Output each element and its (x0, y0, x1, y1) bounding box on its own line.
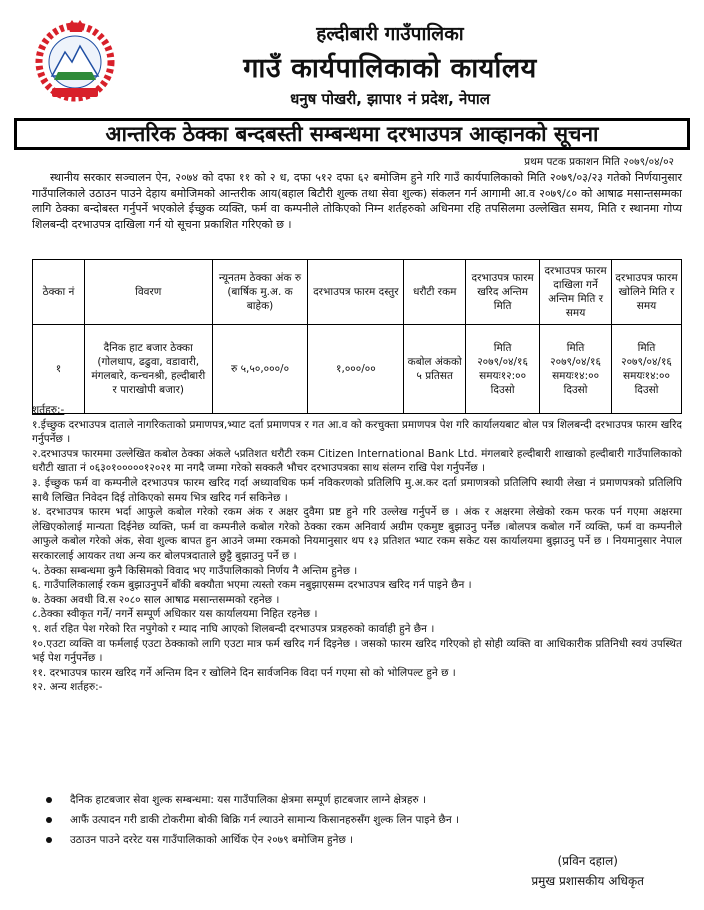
table-header-row (33, 260, 682, 325)
col-min-amount: न्यूनतम ठेक्का अंक रु (बार्षिक मु.अ. क बाहेक) (212, 260, 308, 325)
cell-opening-date: मिति २०७९/०४/१६ समयः१४:०० दिउसो (612, 325, 682, 414)
col-description: विवरण (84, 260, 212, 325)
col-form-fee: दरभाउपत्र फारम दस्तुर (308, 260, 404, 325)
terms-section (32, 403, 682, 695)
notice-title: आन्तरिक ठेक्का बन्दबस्ती सम्बन्धमा दरभाउपत्र आव्हानको सूचना (14, 118, 690, 150)
term-item: ५. ठेक्का सम्बन्धमा कुनै किसिमको विवाद भए गाउँपालिकाको निर्णय नै अन्तिम हुनेछ । (32, 564, 358, 577)
term-item: १.ईच्छुक दरभाउपत्र दाताले नागरिकताको प्रमाणपत्र,भ्याट दर्ता प्रमाणपत्र र गत आ.व को करचुक्ता प्रमाणपत्र पेश गरि कार्यालयबाट बोल पत्र शिलबन्दी दरभाउपत्र फारम खरिद गर्नुपर्नेछ । (32, 418, 682, 446)
other-terms-list (40, 790, 680, 850)
term-item: ९. शर्त रहित पेश गरेको रित नपुगेको र म्याद नाघि आएको शिलबन्दी दरभाउपत्र प्रत्रहरुको कार्वाही हुने छैन । (32, 622, 435, 635)
term-item: ७. ठेक्का अवधी वि.स २०८० साल आषाढ मसान्तसम्मको रहनेछ । (32, 593, 280, 606)
bullet-item: दैनिक हाटबजार सेवा शुल्क सम्बन्धमा: यस गाउँपालिका क्षेत्रमा सम्पूर्ण हाटबजार लाग्ने क्षेत्रहरु । (40, 790, 680, 810)
bullet-item: उठाउन पाउने दररेट यस गाउँपालिकाको आर्थिक ऐन २०७९ बमोजिम हुनेछ । (40, 830, 680, 850)
tender-table (32, 259, 682, 414)
term-item: ११. दरभाउपत्र फारम खरिद गर्ने अन्तिम दिन र खोलिने दिन सार्वजनिक विदा पर्न गएमा सो को भोलिपल्ट हुने छ । (32, 666, 456, 679)
cell-form-fee: १,०००/०० (308, 325, 404, 414)
cell-contract-no: १ (33, 325, 85, 414)
table-row (33, 325, 682, 414)
nepal-emblem-logo (32, 18, 118, 104)
office-address: धनुष पोखरी, झापा१ नं प्रदेश, नेपाल (290, 90, 490, 108)
cell-description: दैनिक हाट बजार ठेक्का (गोलधाप, ढढुवा, वडावारी, मंगलबारे, कन्चनश्री, हल्दीबारी र पाराखोपी बजार) (84, 325, 212, 414)
signature-block (531, 851, 644, 891)
cell-deposit: कबोल अंकको ५ प्रतिसत (404, 325, 466, 414)
signatory-title: प्रमुख प्रशासकीय अधिकृत (531, 874, 644, 888)
col-opening-date: दरभाउपत्र फारम खोलिने मिति र समय (612, 260, 682, 325)
term-item: ६. गाउँपालिकालाई रकम बुझाउनुपर्ने बाँकी बक्यौता भएमा त्यस्तो रकम नबुझाएसम्म दरभाउपत्र खरिद गर्न पाइने छैन । (32, 579, 472, 592)
term-item: ४. दरभाउपत्र फारम भर्दा आफुले कबोल गरेको रकम अंक र अक्षर दुवैमा प्रष्ट हुने गरि उल्लेख गर्नुपर्ने छ । अंक र अक्षरमा लेखेको रकम फरक पर्न गएमा अक्षरमा लेखिएकोलाई मान्यता दिईनेछ व्यक्ति, फर्म वा कम्पनीले कबोल गरेको ठेक्का रकम अनिवार्य अग्रीम एकमुष्ट बुझाउनु पर्नेछ ।बोलपत्र कबोल गर्ने व्यक्ति, फर्म वा कम्पनीले आफुले कबोल गरेको अंक, सेवा शुल्क बापत हुन आउने जम्मा रकमको नियमानुसार थप १३ प्रतिशत भ्याट रकम सकेट यस कार्यालयमा बुझाउनु पर्ने छ । नियमानुसार नेपाल सरकारलाई आयकर तथा अन्य कर बोलपत्रदाताले छुट्टै बुझाउनु पर्ने छ । (32, 506, 682, 562)
term-item: १२. अन्य शर्तहरु:- (32, 681, 103, 694)
terms-heading: शर्तहरु:- (32, 404, 65, 416)
bullet-item: आफैं उत्पादन गरी डाकी टोकरीमा बोकी बिक्रि गर्न ल्याउने सामान्य किसानहरुसँग शुल्क लिन पाइने छैन । (40, 810, 680, 830)
office-name: गाउँ कार्यपालिकाको कार्यालय (243, 53, 537, 84)
intro-text: स्थानीय सरकार सञ्चालन ऐन, २०७४ को दफा ११ को २ ध, दफा ५१२ दफा ६२ बमोजिम हुने गरि गाउँ कार्यपालिकाको मिति २०७९/०३/२३ गतेको निर्णयानुसार गाउँपालिकाले उठाउन पाउने देहाय बमोजिमको आन्तरीक आय(बहाल बिटौरी शुल्क तथा सेवा शुल्क) संकलन गर्न आगामी आ.व २०७९/८० को आषाढ मसान्तसम्मका लागि ठेक्का बन्दोबस्त गर्नुपर्ने भएकोले ईच्छुक व्यक्ति, फर्म वा कम्पनीले तोकिएको निम्न शर्तहरुको अधिनमा रहि तपसिलमा उल्लेखित समय, मिति र स्थानमा गोप्य शिलबन्दी दरभाउपत्र दाखिला गर्न यो सूचना प्रकाशित गरिएको छ । (32, 171, 682, 231)
col-contract-no: ठेक्का नं (33, 260, 85, 325)
term-item: ३. ईच्छुक फर्म वा कम्पनीले दरभाउपत्र फारम खरिद गर्दा अध्यावधिक फर्म नविकरणको प्रतिलिपि मु.अ.कर दर्ता प्रमाणत्रको प्रतिलिपि स्थायी लेखा नं प्रमाणपत्रको प्रतिलिपि साथै लिखित निवेदन दिई तोकिएको समय भित्र खरिद गर्न सकिनेछ । (32, 476, 682, 504)
cell-purchase-deadline: मिति २०७९/०४/१६ समयः१२:०० दिउसो (466, 325, 540, 414)
term-item: १०.एउटा व्यक्ति वा फर्मलाई एउटा ठेक्काको लागि एउटा मात्र फर्म खरिद गर्न दिइनेछ । जसको फारम खरिद गरिएको हो सोही व्यक्ति वा आधिकारीक प्रतिनिधी स्वयं उपस्थित भई पेश गर्नुपर्नेछ । (32, 637, 682, 665)
term-item: २.दरभाउपत्र फारममा उल्लेखित कबोल ठेक्का अंकले ५प्रतिशत धरौटी रकम Citizen International Bank Ltd. मंगलबारे हल्दीबारी शाखाको हल्दीबारी गाउँपालिकाको धरौटी खाता नं ०६३०१०००००१२०२१ मा नगदै जम्मा गरेको सक्कलै भौचर दरभाउपत्रका साथ संलग्न राखि पेश गर्नुपर्नेछ । (32, 447, 682, 475)
col-purchase-deadline: दरभाउपत्र फारम खरिद अन्तिम मिति (466, 260, 540, 325)
col-deposit: धरौटी रकम (404, 260, 466, 325)
signatory-name: (प्रविन दहाल) (557, 854, 618, 868)
cell-min-amount: रु ५,५०,०००/० (212, 325, 308, 414)
cell-submission-deadline: मिति २०७९/०४/१६ समयः१४:०० दिउसो (540, 325, 612, 414)
publication-date: प्रथम पटक प्रकाशन मिति २०७९/०४/०२ (524, 156, 674, 168)
municipality-name: हल्दीबारी गाउँपालिका (316, 23, 464, 45)
col-submission-deadline: दरभाउपत्र फारम दाखिला गर्ने अन्तिम मिति र समय (540, 260, 612, 325)
term-item: ८.ठेक्का स्वीकृत गर्ने/ नगर्ने सम्पूर्ण अधिकार यस कार्यालयमा निहित रहनेछ । (32, 608, 318, 621)
intro-paragraph (32, 170, 682, 232)
